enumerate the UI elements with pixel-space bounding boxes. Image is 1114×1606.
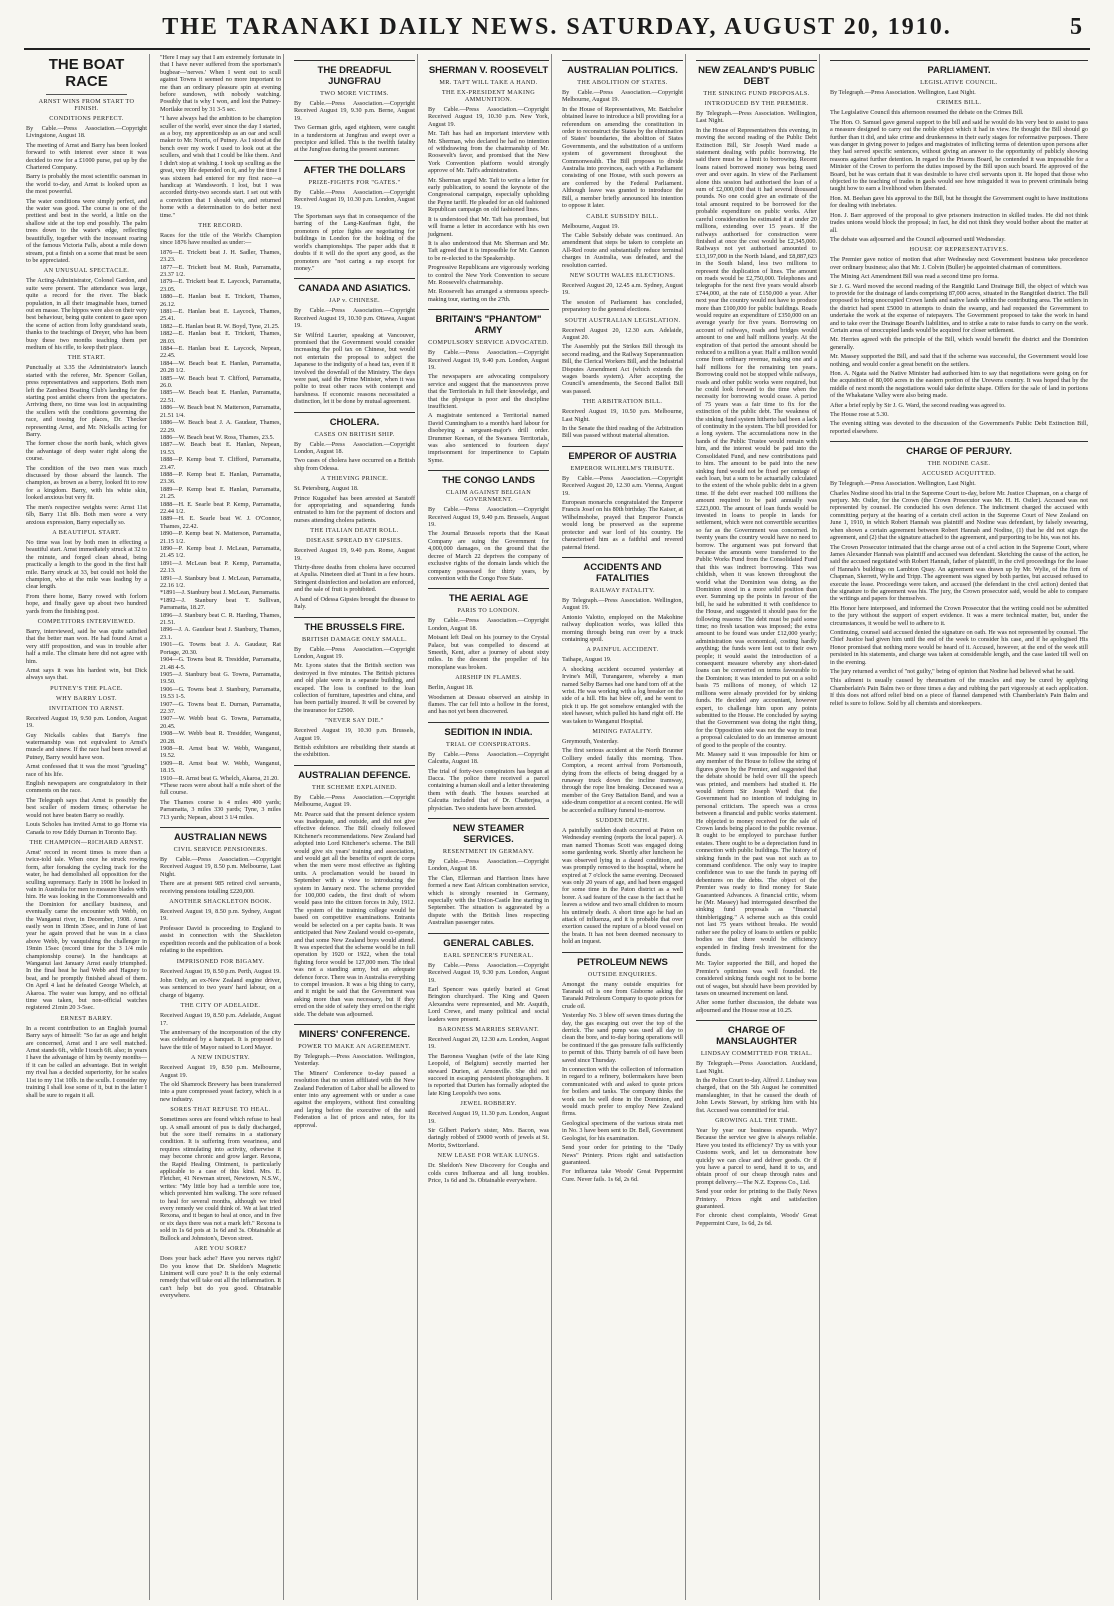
paragraph: By Cable.—Press Association.—Copyright London, August 18. <box>428 617 549 632</box>
subheading: NEW SOUTH WALES ELECTIONS. <box>569 271 676 279</box>
paragraph: In a recent contribution to an English journal Barry says of himself: "So far as age and height are concerned, Arnst and I are well matched. Arnst stands 6ft., while I touch 6ft. also; in years I have the advantage of him by twenty months—if it can be called an advantage. But in weight my rival has a decided superiority, for he scales 11st to my 11st 10lb. in the sculls. I consider my training I shall lose some of it, but in the latter I shall be sure to regain it all. <box>26 1024 147 1099</box>
paragraph: Professor David is proceeding to England to assist in connection with the Shackleton expedition records and the publication of a book relating to the expedition. <box>160 924 281 955</box>
subheading: CIVIL SERVICE PENSIONERS. <box>173 846 268 854</box>
paragraph: Two cases of cholera have occurred on a British ship from Odessa. <box>294 457 415 472</box>
subheading: THE ITALIAN DEATH ROLL. <box>310 527 399 535</box>
subheading: HOUSE OF REPRESENTATIVES. <box>909 246 1009 254</box>
paragraph: By Cable.—Press Association.—Copyright London, August 18. <box>428 858 549 873</box>
paragraph: By Telegraph.—Press Association. Auckland, Last Night. <box>696 1060 817 1075</box>
subheading: ARE YOU SORE? <box>194 1245 247 1253</box>
paragraph: This ailment is usually caused by rheumatism of the muscles and may be cured by applying Chamberlain's Pain Balm two or three times a day and rubbing the part vigorously at each application. If this does not afford relief bind on a piece of flannel dampened with Chamberlain's Pain Balm and relief is sure to follow. Sold by all chemists and storekeepers. <box>830 677 1088 707</box>
article-headline: AUSTRALIAN DEFENCE. <box>294 765 415 781</box>
paragraph: A shocking accident occurred yesterday at Irvine's Mill, Turangarere, whereby a man named Selby Barnes had one hand torn off at the wrist. He was working with a log breaker on the side of a hill. His hat blew off, and he went to pick it up. He got somehow entangled with the steel hawser, which pulled his hand right off. He was taken to Wanganui Hospital. <box>562 665 683 725</box>
paragraph: Received August 19, 10.50 p.m. Melbourne, Last Night. <box>562 408 683 423</box>
paragraph: Sometimes sores are found which refuse to heal up. A small amount of pus is daily discharged, but the sore itself remains in a stationary condition. It is suffering from weariness, and requires stimulating into activity, otherwise it may become chronic and grow larger. Rexona, the Rapid Healing Ointment, is particularly applicable to a case of this kind. Mrs. E. Fletcher, 41 Newman street, Newtown, N.S.W., writes: "My little boy had a terrible sore toe, which prevented him walking. The sore refused to heal for several months, although we tried every remedy we could think of. We at last tried Rexona, and it began to heal at once, and in five or six days there was not a mark left." Rexona is sold in 1s 6d pots at 1s 6d and 3s. Obtainable at Bullock and Johnston's, Devon street. <box>160 1116 281 1242</box>
paragraph: John Ordy, an ex-New Zealand engine driver, was sentenced to two years' hard labour, on a charge of bigamy. <box>160 976 281 999</box>
subheading: DISEASE SPREAD BY GIPSIES. <box>306 537 403 545</box>
paragraph: Races for the title of the World's Champion since 1876 have resulted as under:— <box>160 231 281 247</box>
results-list <box>160 249 281 782</box>
divider <box>46 94 127 95</box>
paragraph: St. Petersburg, August 18. <box>294 485 359 493</box>
paragraph: Hon. A. Ngata said the Native Minister had authorised him to say that negotiations were going on for the acquisition of 80,000 acres in the eastern portion of the Urewera country. It was hoped that by the middle of next month the negotiations would take definite shape. Offers for the sale of land in portions of the Whakatane Valley were also being made. <box>830 370 1088 400</box>
paragraph: The former chose the north bank, which gives the advantage of deep water right along the course. <box>26 440 147 463</box>
subheading: CRIMES BILL. <box>936 99 982 107</box>
subheading: JAP v. CHINESE. <box>328 297 381 305</box>
subheading: INVITATION TO ARNST. <box>48 704 125 712</box>
subheading: MINING FATALITY. <box>592 728 653 735</box>
paragraph: Amongst the many outside enquiries for Taranaki oil is one from Gisborne asking the Taranaki Petroleum Company to quote prices for crude oil. <box>562 980 683 1010</box>
results-list-item: 1896—J. A. Gaudaur beat J. Stanbury, Thames, 23.1. <box>160 626 281 641</box>
paragraph: Louis Scholes has invited Arnst to go Home via Canada to row Eddy Durnan in Toronto Bay. <box>26 821 147 836</box>
results-list-item: 1877—E. Trickett beat M. Rush, Parramatta, 23.37 1/2. <box>160 263 281 278</box>
results-list-item: 1890—P. Kemp beat J. McLean, Parramatta, 21.45 1/2. <box>160 545 281 560</box>
paragraph: Prince Kugushef has been arrested at Saratoff for appropriating and squandering funds entrusted to him for the payment of doctors and nurses attending cholera patients. <box>294 494 415 524</box>
article-headline: THE CONGO LANDS <box>428 470 549 486</box>
paragraph: Send your order for printing to the "Daily News" Printery. Prices right and satisfaction guaranteed. <box>562 1144 683 1166</box>
paragraph: By Telegraph.—Press Association. Wellington, Last Night. <box>830 480 976 488</box>
paragraph: In the House of Representatives this evening, in moving the second reading of the Public Debt Extinction Bill, Sir Joseph Ward made a statement dealing with public borrowing. He said there must be a limit to borrowing. Recent loans raised borrowed money was being used over and over again. In view of the Parliament alone this session had authorised the loan of a sum of £2,000,000 that it had several thousand pounds. No one could give an estimate of the total amount required to be borrowed for the probable expenditure on public works. After careful consideration he estimated it at under 20 millions, extending over 15 years. If the railways authorised for construction were finished at once the cost would be £2,345,000. Railways not yet authorised amounted to £13,197,000 in the North Island, and £8,887,623 in the South Island, less two millions to represent the duplication of lines. The amount on roads would be £2,750,000. Telephones and telegraphs for the next five years would absorb £744,000, at the rate of £150,000 a year. After next year the country would not have to produce more than £100,000 for public buildings. Roads would require an expenditure of £350,000 on an average yearly for five years. Borrowing on account of railways, roads and bridges would amount to one and half millions yearly. At the expiration of that period the amount should be reduced to a million a year. Half a million would come from ordinary revenue, making one and a half millions for the remaining ten years. Borrowing could not be stopped while railways, roads and other public works were required, but he could look forward to the time when the necessity for borrowing would cease. A period of 75 years was a fair time to fix for the extinction of the public debt. The weakness of the sinking fund system hitherto had been a lack of continuity in the system. The bill provided for a long system. The accumulations now in the hands of the Public Trustee would remain with him, and the interest would be paid into the Consolidated Fund, and new contributions paid to him. The amount to be paid into the new sinking fund would not be fixed per centage of each loan, but a sum to be actuarially calculated to the extent of the whole public debt in a given time. If the debt ever reached 100 millions the amount required to be paid annually was £223,000. The amount of loan funds would be invested in loans to people in lands for settlement, which were not convertible securities so far as the Government was concerned. In twenty years the country would have no need to borrow. The argument was put forward that because the amounts were transferred to the Public Works Fund from the Consolidated Fund that this was indirect borrowing. This was childish, when it was known throughout the world what the Dominion was doing, as the Dominion stood in a more solid position than ever. Summing up the points in favour of the bill, he said he submitted it with confidence to the House, and suggested it should pass for the following reasons: The debt must be paid some time; no fresh taxation was imposed; the extra amount to be found was under £12,000 yearly; administration was economical, costing hardly anything; the funds were lent out to their own people; it would assist the introduction of a consequent measure whereby any short-dated loans can be converted on terms favourable to the Dominion; it was intended to put on a solid basis 75 millions of money, of which 12 millions were already provided for by sinking funds. He decided any accountant, however expert, to challenge him upon any points submitted to the House. He concluded by saying that the Government was doing the right thing, for the Opposition side was not the way to treat a proposal calculated to do an immense amount of good to the people of the country. <box>696 126 817 749</box>
column-4 <box>426 54 552 1600</box>
paragraph: Received August 19, 11.30 p.m. London, August 19. <box>428 1110 549 1125</box>
subheading: A NEW INDUSTRY. <box>191 1054 250 1062</box>
paragraph: In the Senate the third reading of the Arbitration Bill was passed without material alteration. <box>562 425 683 440</box>
paragraph: The session of Parliament has concluded, preparatory to the general elections. <box>562 298 683 314</box>
paragraph: Thirty-three deaths from cholera have occurred at Apulia. Nineteen died at Trani in a few hours. Stringent disinfection and isolation are enforced, and the sale of fruit is prohibited. <box>294 564 415 594</box>
results-list-item: 1886—W. Beach beat J. A. Gaudaur, Thames, 22.29. <box>160 419 281 434</box>
paragraph: Received August 20, 12.30 a.m. London, August 19. <box>428 1035 549 1051</box>
subheading: BRITISH DAMAGE ONLY SMALL. <box>301 635 408 643</box>
results-list-item: 1904—G. Towns beat R. Tresidder, Parramatta, 21.48 4-5. <box>160 656 281 671</box>
results-list-item: 1906—G. Towns beat J. Stanbury, Parramatta, 19.53 1-5. <box>160 685 281 701</box>
subheading: OUTSIDE ENQUIRIES. <box>587 970 658 978</box>
paragraph: Received August 19, 8.50 p.m. Perth, August 19. <box>160 967 281 975</box>
results-list-item: 1908—R. Arnst beat W. Webb, Wanganui, 19.52. <box>160 744 281 760</box>
paragraph: Taihape, August 19. <box>562 656 612 664</box>
subheading: THE ARBITRATION BILL. <box>582 398 663 406</box>
subheading: SOUTH AUSTRALIAN LEGISLATION. <box>564 316 681 324</box>
paragraph: *These races were about half a mile short of the full course. <box>160 782 281 797</box>
results-list-item: 1901—G. Towns beat J. A. Gaudaur, Rat Portage, 20.30. <box>160 641 281 656</box>
subheading: AIRSHIP IN FLAMES. <box>455 674 522 682</box>
paragraph: The Telegraph says that Arnst is possibly the best sculler of modern times; otherwise he would not have beaten Barry so readily. <box>26 796 147 819</box>
subheading: CASES ON BRITISH SHIP. <box>314 430 395 438</box>
paragraph: The debate was adjourned and the Council adjourned until Wednesday. <box>830 235 1006 243</box>
subheading: "NEVER SAY DIE." <box>325 717 384 725</box>
subheading: EMPEROR WILHELM'S TRIBUTE. <box>570 464 675 472</box>
article-headline: CHARGE OF PERJURY. <box>830 441 1088 457</box>
subheading: PARIS TO LONDON. <box>457 607 520 615</box>
paragraph: No time was lost by both men in effecting a beautiful start. Arnst immediately struck at 32 to the minute, and forged clean ahead, being practically a length to the good in the first half mile. Barry struck at 33, but could not hold the champion, who at the mile was leading by a clear length. <box>26 538 147 591</box>
paragraph: Hon. M. Beehan gave his approval to the Bill, but he thought the Government ought to have institutions for dealing with inebriates. <box>830 194 1088 210</box>
article-headline: PETROLEUM NEWS <box>562 952 683 968</box>
paragraph: By Telegraph.—Press Association. Wellington, August 19. <box>562 596 683 612</box>
paragraph: In the House of Representatives, Mr. Batchelor obtained leave to introduce a bill providing for a referendum on amending the constitution in order to reconstruct the States by the elimination of States' boundaries, the abolition of States Governments, and the substitution of a uniform system of government throughout the Commonwealth. The Bill proposes to divide Australia into provinces, each with a Parliament consisting of one House, with such powers as are conferred by the Federal Parliament. Although leave was granted to introduce the Bill, a member briefly announced his intention to oppose it later. <box>562 105 683 210</box>
subheading: LEGISLATIVE COUNCIL. <box>920 79 998 86</box>
article-headline: SHERMAN V. ROOSEVELT <box>428 60 549 76</box>
paragraph: Mr. Massey supported the Bill, and said that if the scheme was successful, the Government would lose nothing, and would confer a great benefit on the settlers. <box>830 353 1088 368</box>
paragraph: Received August 20, 12.45 a.m. Sydney, August 19. <box>562 281 683 297</box>
column-1 <box>24 54 150 1600</box>
paragraph: His Honor here interposed, and informed the Crown Prosecutor that the writing could not be submitted to the jury without the support of expert evidence. It was a mere technical matter, but, under the circumstances, it would be well to adhere to it. <box>830 604 1088 627</box>
results-list-item: 1889—P. Kemp beat E. Hanlan, Parramatta, 21.25. <box>160 485 281 501</box>
paragraph: Barry, interviewed, said he was quite satisfied that the better man won. He had found Arnst a very stiff proposition, and was in trouble after half a mile. The climate here did not agree with him. <box>26 627 147 665</box>
paragraph: There are at present 985 retired civil servants, receiving pensions totalling £220,000. <box>160 880 281 895</box>
paragraph: For chronic chest complaints, Woods' Great Peppermint Cure, 1s 6d, 2s 6d. <box>696 1212 817 1227</box>
paragraph: Berlin, August 18. <box>428 684 474 692</box>
paragraph: By Cable.—Press Association.—Copyright Received August 19, 9.30 p.m. Berne, August 19. <box>294 100 415 122</box>
subheading: GROWING ALL THE TIME. <box>715 1117 798 1124</box>
results-list-item: 1888—P. Kemp beat E. Hanlan, Parramatta, 23.36. <box>160 470 281 486</box>
paragraph: A band of Odessa Gipsies brought the disease to Italy. <box>294 595 415 611</box>
paragraph: Dr. Sheldon's New Discovery for Coughs and colds cures Influenza and all lung troubles. Price, 1s 6d and 3s. Obtainable everywhere. <box>428 1162 549 1185</box>
subheading: ANOTHER SHACKLETON BOOK. <box>169 898 272 906</box>
article-headline: EMPEROR OF AUSTRIA <box>562 446 683 462</box>
paragraph: "Here I may say that I am extremely fortunate in that I have never suffered from the sportsman's bugbear—'nerves.' When I went out to scull against Towns it seemed no more important to me than an ordinary pleasure spin at evening before sundown, with nobody watching. Possibly that is why I won, and lost the Putney-Mortlake record by 31 3-5 sec. <box>160 54 281 113</box>
subheading: COMPULSORY SERVICE ADVOCATED. <box>428 339 549 347</box>
paragraph: The old Shamrock Brewery has been transferred into a pure compressed yeast factory, which is a new industry. <box>160 1080 281 1103</box>
paragraph: Antonio Valotto, employed on the Makohine railway duplication works, was killed this morning through being run over by a truck containing spoil. <box>562 613 683 643</box>
subheading: MR. TAFT WILL TAKE A HAND. <box>439 79 538 86</box>
paragraph: From there home, Barry rowed with forlorn hope, and finally gave up about two hundred yards from the finishing post. <box>26 592 147 615</box>
paragraph: The jury returned a verdict of "not guilty," being of opinion that Nodine had believed what he said. <box>830 668 1075 675</box>
paragraph: The Miners' Conference to-day passed a resolution that no union affiliated with the New Zealand Federation of Labor shall be allowed to enter into any agreement with or under a case against the employers, without first consulting and laying before the executive of the said Federation a list of prices and rates, for its approval. <box>294 1069 415 1129</box>
paragraph: In the Police Court to-day, Alfred J. Lindsay was charged, that on the 5th August he committed manslaughter, in that he caused the death of John Lewis Stewart, by striking him with his fist. Accused was committed for trial. <box>696 1076 817 1114</box>
results-list-item: 1905—J. Stanbury beat G. Towns, Parramatta, 19.50. <box>160 670 281 686</box>
paragraph: By Cable.—Press Association.—Copyright Received August 19, 9.40 p.m. London, August 19. <box>428 349 549 371</box>
paragraph: By Cable.—Press Association.—Copyright Received August 19, 8.50 p.m. Melbourne, Last Night. <box>160 856 281 878</box>
article-headline: THE DREADFUL JUNGFRAU <box>294 60 415 87</box>
subheading: ERNEST BARRY. <box>60 1014 113 1022</box>
paragraph: Received August 19, 8.50 p.m. Adelaide, August 17. <box>160 1012 281 1027</box>
paragraph: Received August 19, 9.40 p.m. Rome, August 19. <box>294 547 415 562</box>
paragraph: The House rose at 5.30. <box>830 411 889 419</box>
subheading: A THIEVING PRINCE. <box>320 475 389 483</box>
paragraph: Received August 19, 8.50 p.m. Melbourne, August 19. <box>160 1064 281 1079</box>
subheading: CLAIM AGAINST BELGIAN GOVERNMENT. <box>445 489 532 504</box>
subheading: THE RECORD. <box>198 221 243 229</box>
results-list-item: 1908—W. Webb beat R. Tresidder, Wanganui, 20.28. <box>160 730 281 745</box>
article-headline: ACCIDENTS AND FATALITIES <box>562 557 683 584</box>
paragraph: Moisant left Deal on his journey to the Crystal Palace, but was compelled to descend at Smeeth, Kent, after a journey of about sixty miles. In the descent the propeller of his monoplane was broken. <box>428 634 549 671</box>
subheading: INTRODUCED BY THE PREMIER. <box>704 100 809 107</box>
paragraph: Woodsmen at Dessau observed an airship in flames. The car fell into a hollow in the forest, and has not yet been discovered. <box>428 693 549 716</box>
paragraph: Mr. Lyons states that the British section was destroyed in five minutes. The British pictures and old plate were in a separate building, and escaped. The loss is confined to the loan collection of furniture, tapestries and china, and has been partially insured. It will be covered by the insurance for £2500. <box>294 662 415 714</box>
results-list-item: 1887—W. Beach beat E. Hanlan, Nepean, 19.53. <box>160 441 281 456</box>
results-list-item: 1886—W. Beach beat W. Ross, Thames, 23.5. <box>160 433 275 441</box>
results-list-item: 1888—H. E. Searle beat P. Kemp, Parramatta, 22.44 1/2. <box>160 500 281 515</box>
subheading: COMPETITORS INTERVIEWED. <box>37 617 136 625</box>
article-headline: GENERAL CABLES. <box>428 933 549 949</box>
paragraph: British exhibitors are rebuilding their stands at the exhibition. <box>294 743 415 759</box>
subheading: ACCUSED ACQUITTED. <box>921 470 997 478</box>
paragraph: Mr. Roosevelt has arranged a strenuous speech-making tour, starting on the 27th. <box>428 288 549 303</box>
paragraph: Earl Spencer was quietly buried at Great Brington churchyard. The King and Queen Alexandra were represented, and Mr. Asquith, Lord Crewe, and many political and social leaders were present. <box>428 985 549 1023</box>
paragraph: The Acting-Administrator, Colonel Gardon, and suite were present. The attendance was large, quite a record for the river. The black population, in all their imaginable hues, turned out en masse. The hippos were also on their very best behaviour, being quite content to gaze upon the scene of action from lofty grandstand seats, thanks to the teachings of Dreyer, who has been busy these two months teaching them per medium of his rifle, to keep their place. <box>26 277 147 351</box>
subheading: A BEAUTIFUL START. <box>52 528 121 536</box>
results-list-item: 1880—E. Hanlan beat E. Trickett, Thames, 26.12. <box>160 293 281 308</box>
paragraph: By Cable.—Press Association.—Copyright London, August 19. <box>294 645 415 660</box>
paragraph: By Cable.—Press Association.—Copyright Received August 19, 9.40 p.m. Brussels, August 19. <box>428 506 549 529</box>
masthead <box>24 8 1090 50</box>
paragraph: The water conditions were simply perfect, and the water was good. The course is one of the prettiest and best in the world, a little on the shallow side at the top end possibly. The palm trees down to the water's edge, reflecting beautifully, together with the incessant roaring of the famous Victoria Falls, about a mile down stream, put a finish on a scene that must be seen to be appreciated. <box>26 197 147 264</box>
paragraph: English newspapers are congratulatory in their comments on the race. <box>26 780 147 795</box>
results-list-item: 1907—W. Webb beat G. Towns, Parramatta, 20.45. <box>160 715 281 730</box>
paragraph: By Cable.—Press Association.—Copyright Received August 19, 9.30 p.m. London, August 19. <box>428 961 549 984</box>
subheading: EARL SPENCER'S FUNERAL. <box>443 951 534 959</box>
paragraph: The trial of forty-two conspirators has begun at Dacca. The police there received a parcel containing a human skull and a letter threatening them with death. The houses searched at Calcutta included that of Dr. Chatterjea, a physician. Two students have been arrested. <box>428 767 549 812</box>
paragraph: Continuing, counsel said accused denied the signature on oath. He was not represented by counsel. The Chief Justice had given him until the end of the week to consider his case, and if he apologised His Honor promised that nothing more would be heard of it. Accused, however, at the end of the week still persisted in his statements, and charge was taken at considerable length, and the case lasted till well on in the evening. <box>830 628 1088 666</box>
paragraph: By Cable.—Press Association.—Copyright Received August 19, 10.30 p.m. Ottawa, August 19. <box>294 307 415 330</box>
results-list-item: 1885—W. Beach beat T. Clifford, Parramatta, 26.0. <box>160 374 281 390</box>
paragraph: Year by year our business expands. Why? Because the service we give is always reliable. Have you tested its efficiency? Try us with your Customs work, and let us demonstrate how quickly we can clear and deliver goods. Or if you have a parcel to send, hand it to us, and obtain proof of our cheap through rates and prompt delivery.—The N.Z. Express Co., Ltd. <box>696 1127 817 1186</box>
paragraph: Melbourne, August 19. <box>562 222 620 230</box>
paragraph: By Cable.—Press Association.—Copyright Received August 19, 10.30 p.m. London, August 19. <box>294 188 415 211</box>
paragraph: By Cable.—Press Association.—Copyright London, August 18. <box>294 440 415 455</box>
paragraph: Mr. Taft has had an important interview with Mr. Sherman, who declared he had no intention of withdrawing from the chairmanship of Mr. Roosevelt's favor, and promised that the New York Convention platform would strongly approve of Mr. Taft's administration. <box>428 130 549 175</box>
results-list-item: 1909—R. Arnst beat W. Webb, Wanganui, 18.15. <box>160 759 281 775</box>
subheading: TWO MORE VICTIMS. <box>320 90 389 97</box>
paragraph: After a brief reply by Sir J. G. Ward, the second reading was agreed to. <box>830 401 1006 409</box>
paragraph: Hon. J. Barr approved of the proposal to give prisoners instruction in skilled trades. He did not think trades unions would block the proposal; in fact, he did not think they would bother about the matter at all. <box>830 211 1088 234</box>
paragraph: By Cable.—Press Association.—Copyright Melbourne, August 19. <box>562 89 683 104</box>
subheading: RESENTMENT IN GERMANY. <box>442 848 535 856</box>
subheading: AN UNUSUAL SPECTACLE. <box>43 267 130 275</box>
subheading: PUTNEY'S THE PLACE. <box>50 684 123 692</box>
paragraph: By Cable.—Press Association.—Copyright Received August 20, 12.30 a.m. Vienna, August 19. <box>562 474 683 497</box>
paragraph: The newspapers are advocating compulsory service and suggest that the manoeuvres prove that the Territorials in full their knowledge, and that the physique is poor and the discipline insufficient. <box>428 373 549 410</box>
paragraph: Does your back ache? Have you nerves right? Do you know that Dr. Sheldon's Magnetic Liniment will cure you? It is the only external remedy that will take out all the inflammation. It can't help but do you good. Obtainable everywhere. <box>160 1255 281 1300</box>
paragraph: Sir Wilfrid Laurier, speaking at Vancouver, promised that the Government would consider increasing the poll tax on Chinese, but would not entertain the proposal to subject the Japanese to the indignity of a head tax, even if it involved the downfall of the Ministry. The days were past, said the Prime Minister, when it was polite to treat other races with contempt and harshness. If economic reasons necessitated a distinction, let it be done by mutual agreement. <box>294 331 415 406</box>
main-headline: THE BOAT RACE <box>48 56 125 90</box>
subheading: LINDSAY COMMITTED FOR TRIAL. <box>700 1050 813 1058</box>
column-6 <box>694 54 820 1600</box>
article-headline: CHOLERA. <box>294 412 415 428</box>
paragraph: The first serious accident at the North Brunner Colliery ended fatally this morning. Thos. Compton, a recent arrival from Portsmouth, dying from the effects of being dragged by a runaway truck down the incline tramway, through the rope line breaking. Deceased was a member of the Grey Battalion Band, and was a side-drum competitor at a recent contest. He will be accorded a military funeral to-morrow. <box>562 747 683 814</box>
subheading: THE SINKING FUND PROPOSALS. <box>703 90 810 97</box>
paragraph: The Cable Subsidy debate was continued. An amendment that steps be taken to complete an All-Red route and substantially reduce terminal charges in Australia, was defeated, and the resolution carried. <box>562 231 683 269</box>
paragraph: It is understood that Mr. Taft has promised, but will frame a letter in accordance with his own judgment. <box>428 215 549 238</box>
article-headline: THE AERIAL AGE <box>428 588 549 604</box>
paragraph: Progressive Republicans are vigorously working to control the New York Convention to secure Mr. Roosevelt's chairmanship. <box>428 264 549 286</box>
subheading: SORES THAT REFUSE TO HEAL. <box>170 1106 271 1114</box>
article-headline: PARLIAMENT. <box>830 60 1088 76</box>
newspaper-title: THE TARANAKI DAILY NEWS. SATURDAY, AUGUST 20, 1910. <box>162 14 952 40</box>
subheading: SUDDEN DEATH. <box>595 817 650 825</box>
subheading: ARNST WINS FROM START TO FINISH. <box>38 98 135 112</box>
paragraph: A painfully sudden death occurred at Paton on Wednesday evening (reports the local paper). A man named Thomas Scott was engaged doing some gardening work. Shortly after luncheon he was observed lying in a dazed condition, and was promptly removed to the hospital, where he expired at 7 o'clock the same evening. Deceased was only 20 years of age, and had been engaged for some time in the Paton district as a well borer. A sad feature of the case is the fact that he leaves a widow and two small children to mourn his untimely death. A short time ago he had an attack of influenza, and it is probable that over exertion caused the rupture of a blood vessel on the brain. It has not been deemed necessary to hold an inquest. <box>562 827 683 946</box>
paragraph: After some further discussion, the debate was adjourned and the House rose at 10.25. <box>696 999 817 1014</box>
paragraph: The condition of the two men was much discussed by those aboard the launch. The champion, as brown as a berry, looked fit to row for a kingdom. Barry, with his white skin, looked anxious but very fit. <box>26 464 147 502</box>
results-list-item: 1882—E. Hanlan beat E. Trickett, Thames, 28.03. <box>160 330 281 345</box>
subheading: THE CHAMPION—RICHARD ARNST. <box>29 838 144 846</box>
paragraph: Arnst says it was his hardest win, but Dick always says that. <box>26 667 147 682</box>
paragraph: Mr. Pearce said that the present defence system was inadequate, and outside, and did not give effective defence. The Bill closely followed Kitchener's recommendations. New Zealand had adopted into Lord Kitchener's scheme. The Bill would give six years' training and association, and would get all the benefits of esprit de corps when the men were most effective as fighting units. A proclamation would be issued in September with a view to introducing the system in January next. The scheme provided for 100,000 cadets, the first draft of whom would pass into the citizen forces in July, 1912. The system of the training college would be based on competitive examinations. Entrants would be selected on a per capita basis. It was anticipated that New Zealand would co-operate, and that some New Zealand boys would attend. It was expected that the scheme would be in full operation by 1920 or 1922, when the total fighting force would be 127,000 men. The ideal was not a standing army, but an adequate defence force. There was in Australia everything to compel invasion. It was a big thing to carry, and it might be said that the Government was asking more than was necessary, but if they erred on the side of safety they erred on the right side. The debate was adjourned. <box>294 810 415 1018</box>
article-headline: NEW STEAMER SERVICES. <box>428 818 549 845</box>
article-headline: CANADA AND ASIATICS. <box>294 278 415 294</box>
subheading: THE EX-PRESIDENT MAKING AMMUNITION. <box>441 89 536 103</box>
paragraph: Punctually at 3.35 the Administrator's launch started with the referee, Mr. Spencer Gollan, press representatives and supporters. Both men left the Zambesi Boating Club's landing for the starting post amidst cheers from the spectators. Arriving there, no time was lost in acquainting the scullers with the conditions governing the race, and tossing for places, Dr. Thecker representing Arnst, and Mr. Nickalls acting for Barry. <box>26 364 147 439</box>
paragraph: Received August 19, 9.50 p.m. London, August 19. <box>26 714 147 730</box>
columns-container <box>24 54 1090 1600</box>
paragraph: By Cable.—Press Association.—Copyright Received August 19, 10.30 p.m. New York, August 19. <box>428 106 549 128</box>
subheading: IMPRISONED FOR BIGAMY. <box>176 957 265 965</box>
subheading: CONDITIONS PERFECT. <box>49 115 124 122</box>
results-list-item: 1891—J. McLean beat P. Kemp, Parramatta, 22.13. <box>160 559 281 575</box>
results-list-item: 1907—G. Towns beat E. Durnan, Parramatta, 22.37. <box>160 700 281 715</box>
paragraph: The Hon. O. Samuel gave general support to the bill and said he would do his very best to assist to pass a measure designed to carry out the noble object which it had in view. He thought the Bill should go further than it did, and take crime and drunkenness in their early stages for reformative purposes. There was danger in giving power to judges and magistrates of inflicting terms of detention upon persons after they had served specific sentences, without giving an answer to the opportunity of publicly showing reasons against further detention. In regard to the Prisons Board, he contended it was impossible for a Minister of the Crown to perform the duties imposed by the Bill upon such board. He approved of the Board, but he was certain that it was desirable to have civil servants upon it. He hoped that those who objected to the teaching of trades in gaols would see how misguided it was to prevent criminals being taught how to earn a livelihood when liberated. <box>830 118 1088 193</box>
column-5 <box>560 54 686 1600</box>
article-headline: BRITAIN'S "PHANTOM" ARMY <box>428 309 549 336</box>
subheading: JEWEL ROBBERY. <box>460 1100 517 1108</box>
subheading: PRIZE-FIGHTS FOR "GATES." <box>308 178 401 186</box>
paragraph: The anniversary of the incorporation of the city was celebrated by a banquet. It is proposed to have the title of Mayor raised to Lord Mayor. <box>160 1028 281 1051</box>
subheading: POWER TO MAKE AN AGREEMENT. <box>298 1042 411 1050</box>
paragraph: The Journal Brussels reports that the Kasai Company are suing the Government for 4,000,000 damages, on the ground that the decree of March 22 deprives the company of exclusive rights of the domain lands which the company possessed for thirty years, by convention with the Congo Free State. <box>428 530 549 582</box>
paragraph: Received August 19, 10.30 p.m. Brussels, August 19. <box>294 727 415 742</box>
results-list-item: 1891—J. Stanbury beat J. McLean, Parramatta, 22.16 1/2. <box>160 574 281 590</box>
paragraph: The Premier gave notice of motion that after Wednesday next Government business take precedence over ordinary business; also that Mr. J. Colvin (Buller) be appointed chairman of committees. <box>830 256 1088 271</box>
column-7 <box>828 54 1090 1600</box>
results-list-item: 1879—E. Trickett beat E. Laycock, Parramatta, 23.05. <box>160 278 281 293</box>
results-list-item: *1891—J. Stanbury beat J. McLean, Parramatta. <box>160 589 281 597</box>
results-list-item: 1884—W. Beach beat E. Hanlan, Parramatta, 20.28 1/2. <box>160 359 281 375</box>
paragraph: It is also understood that Mr. Sherman and Mr. Taft agreed that it is impossible for Mr. Cannon to be re-elected to the Speakership. <box>428 239 549 262</box>
column-2 <box>158 54 284 1600</box>
paragraph: In connection with the collection of information in regard to a refinery, boilermakers have been communicated with and asked to quote prices for boilers and tanks. The company thinks the work can be well done in the Dominion, and would much prefer to employ New Zealand firms. <box>562 1066 683 1118</box>
paragraph: By Telegraph.—Press Association. Wellington, Last Night. <box>830 89 976 96</box>
paragraph: By Telegraph.—Press Association. Wellington, Last Night. <box>696 110 817 125</box>
results-list-item: *1892—J. Stanbury beat T. Sullivan, Parramatta, 18.27. <box>160 596 281 612</box>
paragraph: Yesterday No. 3 blew off seven times during the day, the gas escaping out over the top of the derrick. The sand pump was used all day to clean the bore, and to-day boring operations will be continued if the gas pressure falls sufficiently to permit of this. Thirty barrels of oil have been saved since Thursday. <box>562 1012 683 1064</box>
paragraph: A magistrate sentenced a Territorial named David Cunningham to a month's hard labour for disobeying a sergeant-major's drill order. Drummer Keenan, of the Swansea Territorials, was also sentenced to fourteen days' imprisonment for impertinence to Captain Syme. <box>428 412 549 464</box>
paragraph: The Thames course is 4 miles 400 yards; Parramatta, 3 miles 330 yards; Tyne, 3 miles 713 yards; Nepean, about 3 1/4 miles. <box>160 798 281 821</box>
results-list-item: 1896—J. Stanbury beat C. R. Harding, Thames, 21.51. <box>160 611 281 627</box>
subheading: NEW LEASE FOR WEAK LUNGS. <box>437 1152 540 1160</box>
article-headline: AUSTRALIAN NEWS <box>160 827 281 843</box>
article-headline: AUSTRALIAN POLITICS. <box>562 60 683 76</box>
paragraph: The Clan, Ellerman and Harrison lines have formed a new East African combination service, which is strongly resented in Germany, especially with the Union-Castle line starting in September. The situation is aggravated by a dispute with the British lines respecting Australian passenger rates. <box>428 874 549 927</box>
paragraph: The Legislative Council this afternoon resumed the debate on the Crimes Bill. <box>830 109 1024 117</box>
paragraph: Arnst' record in recent times is more than a twice-told tale. When once he struck rowing form, after forsaking the cycling track for the water, he had demolished all opposition for the sculling supremacy. Early in 1908 he looked in vain in Australia for men to measure blades with him. He was looking in the Commonwealth and the Dominion for ancillary business, and eventually came the encounter with Webb, on the Wanganui river, in December, 1908. Arnst easily won in 18min 35sec, and in June of last year he again proved that he was in a class above Webb, by vanquishing the challenger in 19min 15sec (record time for the 3 1/4 mile championship course). In the handicaps at Wanganui last January Arnst easily triumphed. In the final heat he had Webb and Hagney to beat, and he promptly finished ahead of them. On April 4 last he defeated George Whelch, at Akaroa. The water was lumpy, and no official time was taken, but non-official watches registered 21min 20 3-5sec. <box>26 848 147 1012</box>
paragraph: The Baroness Vaughan (wife of the late King Leopold, of Belgium) secretly married her steward Durien, at Arnonville. She did not succeed in escaping persistent photographers. It is reported that Durien has formally adopted the late King Leopold's two sons. <box>428 1052 549 1097</box>
paragraph: Sir J. G. Ward moved the second reading of the Rangitiki Land Drainage Bill, the object of which was to provide for the drainage of lands comprising 87,000 acres, situated in the Rangitikei district. The Bill proposed to bring unoccupied Crown lands and native lands within the contributing area. The settlers in the district had spent £5000 in attempts to drain the swamp, and had requested the Government to undertake the work at the expense of ratepayers. The Government proposed to take the work in hand and to take over the Drainage Board's liabilities, and to strike a rate to raise funds to carry on the work. Certain areas of unoccupied lands would be acquired for closer settlement. <box>830 282 1088 334</box>
column-3 <box>292 54 418 1600</box>
article-headline: MINERS' CONFERENCE. <box>294 1024 415 1040</box>
subheading: THE CITY OF ADELAIDE. <box>180 1002 261 1010</box>
results-list-item: 1890—P. Kemp beat N. Matterson, Parramatta, 21.15 1/2. <box>160 530 281 545</box>
paragraph: Guy Nickalls cables that Barry's fine watermanship was not equivalent to Arnst's muscle and sinew. If the race had been rowed at Putney, Barry would have won. <box>26 731 147 761</box>
results-list-item: 1886—W. Beach beat N. Matterson, Parramatta, 21.51 1/4. <box>160 404 281 419</box>
paragraph: For influenza take Woods' Great Peppermint Cure. Never fails. 1s 6d, 2s 6d. <box>562 1168 683 1183</box>
article-headline: THE BRUSSELS FIRE. <box>294 617 415 633</box>
paragraph: By Telegraph.—Press Association. Wellington, Yesterday. <box>294 1052 415 1068</box>
results-list-item: 1910—R. Arnst beat G. Whelch, Akaroa, 21.20. <box>160 774 279 782</box>
results-list-item: 1885—W. Beach beat E. Hanlan, Parramatta, 22.51. <box>160 389 281 404</box>
paragraph: Received August 20, 12.30 a.m. Adelaide, August 20. <box>562 326 683 341</box>
article-headline: AFTER THE DOLLARS <box>294 160 415 176</box>
paragraph: The Assembly put the Strikes Bill through its second reading, and the Railway Superannuation Bill, the Clerical Workers Bill, and the Industrial Disputes Amendment Act (which extends the wages boards system). After accepting the Council's amendments, the Second Ballot Bill was passed. <box>562 343 683 395</box>
paragraph: Received August 19, 8.50 p.m. Sydney, August 19. <box>160 908 281 923</box>
paragraph: Geological specimens of the various strata met in No. 3 have been sent to Dr. Bell, Government Geologist, for his examination. <box>562 1119 683 1142</box>
subheading: TRIAL OF CONSPIRATORS. <box>446 740 531 748</box>
results-list-item: 1889—H. E. Searle beat W. J. O'Connor, Thames, 22.42. <box>160 515 281 530</box>
subheading: THE NODINE CASE. <box>927 460 991 468</box>
paragraph: Mr. Sherman urged Mr. Taft to write a letter for early publication, to sound the keynote of the Congressional campaign, especially upholding the Payne tariff. He pleaded for an old fashioned Republican campaign on old fashioned lines. <box>428 176 549 214</box>
paragraph: The men's respective weights were: Arnst 11st 6lb, Barry 11st 8lb. Both men wore a very anxious expression, Barry especially so. <box>26 503 147 526</box>
paragraph: The evening sitting was devoted to the discussion of the Government's Public Debt Extinction Bill, reported elsewhere. <box>830 420 1088 435</box>
subheading: A PAINFUL ACCIDENT. <box>586 646 659 654</box>
article-headline: NEW ZEALAND'S PUBLIC DEBT <box>696 60 817 87</box>
subheading: BARONESS MARRIES SERVANT. <box>437 1025 540 1033</box>
paragraph: Greymouth, Yesterday. <box>562 738 619 745</box>
paragraph: The meeting of Arnst and Barry has been looked forward to with interest ever since it was decided to row for a £1000 purse, put up by the Chartered Company. <box>26 141 147 172</box>
paragraph: By Cable.—Press Association.—Copyright Calcutta, August 18. <box>428 750 549 766</box>
paragraph: The Mining Act Amendment Bill was read a second time pro forma. <box>830 273 999 281</box>
results-list-item: 1876—E. Trickett beat J. H. Sadler, Thames, 23.23. <box>160 248 281 264</box>
article-headline: CHARGE OF MANSLAUGHTER <box>696 1020 817 1047</box>
paragraph: By Cable.—Press Association.—Copyright Livingstone, August 18. <box>26 125 147 140</box>
paragraph: Charles Nodine stood his trial in the Supreme Court to-day, before Mr. Justice Chapman, on a charge of perjury. Mr. Ostler, for the Crown (the Crown Prosecutor was Mr. H. H. Ostler). Accused was not represented by counsel. He conducted his own defence. The indictment charged the accused with committing perjury at the hearing of a certain civil action in the Supreme Court of New Zealand on June 1, 1910, in which Robert Hannah was plaintiff and Nodine was defendant, by falsely swearing, when shown a certain agreement between Robert Hannah and Nodine, (1) that he did not sign the agreement, and (2) that the signature attached to the agreement, and purporting to be his, was not his. <box>830 489 1088 542</box>
paragraph: "I have always had the ambition to be champion sculler of the world, ever since the day I started, as a boy, my apprenticeship as an oar and scull maker to Mr. Norris, of Putney. As I stood at the bench over my work I used to look out at the scullers, and wish that I could be like them. And I didn't stop at wishing. I took up sculling as the great, very life depended on it, and by the time I was sixteen had entered for my first race—a handicap at Wandsworth. I lost, but I was accorded thirty-two seconds start. I set out with a conviction that I should win, and returned home with a determination to do better next time." <box>160 115 281 219</box>
paragraph: Mr. Taylor supported the Bill, and hoped the Premier's optimism was well founded. He considered sinking funds ought not to be borne out of wages, but should have been provided by taxes on unearned increment on land. <box>696 960 817 997</box>
paragraph: Barry is probably the most scientific oarsman in the world to-day, and Arnst is looked upon as the most powerful. <box>26 173 147 196</box>
paragraph: The Sportsman says that in consequence of the barring of the Lang-Kaufman fight, the promoters of prize fights are negotiating for buildings in London for the holding of the world's championships. The paper adds that it doubts if it will do the sport any good, as the promoters are "not caring a rap except for money." <box>294 213 415 272</box>
paragraph: Arnst confessed that it was the most "grueling" race of his life. <box>26 763 147 778</box>
paragraph: European monarchs congratulated the Emperor Francis Josef on his 80th birthday. The Kaiser, at Wilhelmshohe, prayed that Emperor Francis would long be preserved as the supreme protector and war lord of his country. He characterised him as a faithful and revered paternal friend. <box>562 499 683 551</box>
subheading: THE SCHEME EXPLAINED. <box>312 783 397 791</box>
paragraph: Send your order for printing to the Daily News Printery. Prices right and satisfaction guaranteed. <box>696 1188 817 1211</box>
results-list-item: 1884—E. Hanlan beat E. Laycock, Nepean, 22.45. <box>160 345 281 360</box>
subheading: RAILWAY FATALITY. <box>590 586 655 594</box>
paragraph: The Crown Prosecutor intimated that the charge arose out of a civil action in the Supreme Court, where James Alexander Hannah was plaintiff and accused was defendant. Sketching the cause of the action, he said the accused negotiated with Robert Hannah, father of plaintiff, in the civil proceedings for the lease of Hannah's buildings on Lambton Quay. An agreement was drawn up by Mr. Wylie, of the firm of Chapman, Skerrett, Wylie and Tripp. The agreement was signed by both parties, but accused refused to execute the lease. Proceedings were taken, and accused (the defendant in the civil action) denied that the signature to the agreement was his. The jury, the Crown prosecutor said, would be able to compare the writings and papers for themselves. <box>830 543 1088 603</box>
paragraph: Sir Gilbert Parker's sister, Mrs. Bacon, was daringly robbed of £9000 worth of jewels at St. Moritz, Switzerland. <box>428 1127 549 1149</box>
page-number: 5 <box>1070 14 1082 40</box>
results-list-item: 1888—P. Kemp beat T. Clifford, Parramatta, 23.47. <box>160 456 281 471</box>
paragraph: Two German girls, aged eighteen, were caught in a tunderstorm at Jungfrau and swept over a precipice and killed. This is the twelfth fatality at the Jungfrau during the present summer. <box>294 124 415 154</box>
subheading: THE ABOLITION OF STATES. <box>577 79 668 86</box>
subheading: THE START. <box>67 354 106 362</box>
subheading: CABLE SUBSIDY BILL. <box>586 212 659 220</box>
article-headline: SEDITION IN INDIA. <box>428 722 549 738</box>
paragraph: Mr. Herries agreed with the principle of the Bill, which would benefit the district and the Dominion generally. <box>830 336 1088 351</box>
subheading: WHY BARRY LOST. <box>56 694 117 702</box>
paragraph: Mr. Massey said it was impossible for him or any member of the House to follow the string of figures given by the Premier, and suggested that the debate should be held over till the speech was printed, and members had studied it. He would inform Sir Joseph Ward that the Government had no intention of indulging in personal criticism. The speech was a cross between a financial and public works statement. He objected to money received for the sale of Crown lands being placed to the public revenue. It ought to be employed to purchase further estates. There ought to be a depreciation fund in connection with public buildings. The history of sinking funds in the past was not such as to command confidence. The only way to inspire confidence was to use the funds in paying off debentures on the debts. The object of the Premier was ready to find money for State Guaranteed Advances. A financial critic, whom he (Mr. Massey) had interrogated described the sinking fund proposals as "financial thimblerigging." A scheme such as this could not last 75 years without breaks. He would rather see the policy of loans to settlers or public bodies so that there would be efficiency expended in finding fresh investment for the funds. <box>696 750 817 958</box>
results-list-item: 1882—E. Hanlan beat R. W. Boyd, Tyne, 21.25. <box>160 322 280 330</box>
paragraph: By Cable.—Press Association.—Copyright Melbourne, August 19. <box>294 793 415 809</box>
results-list-item: 1881—E. Hanlan beat E. Laycock, Thames, 25.41. <box>160 308 281 323</box>
